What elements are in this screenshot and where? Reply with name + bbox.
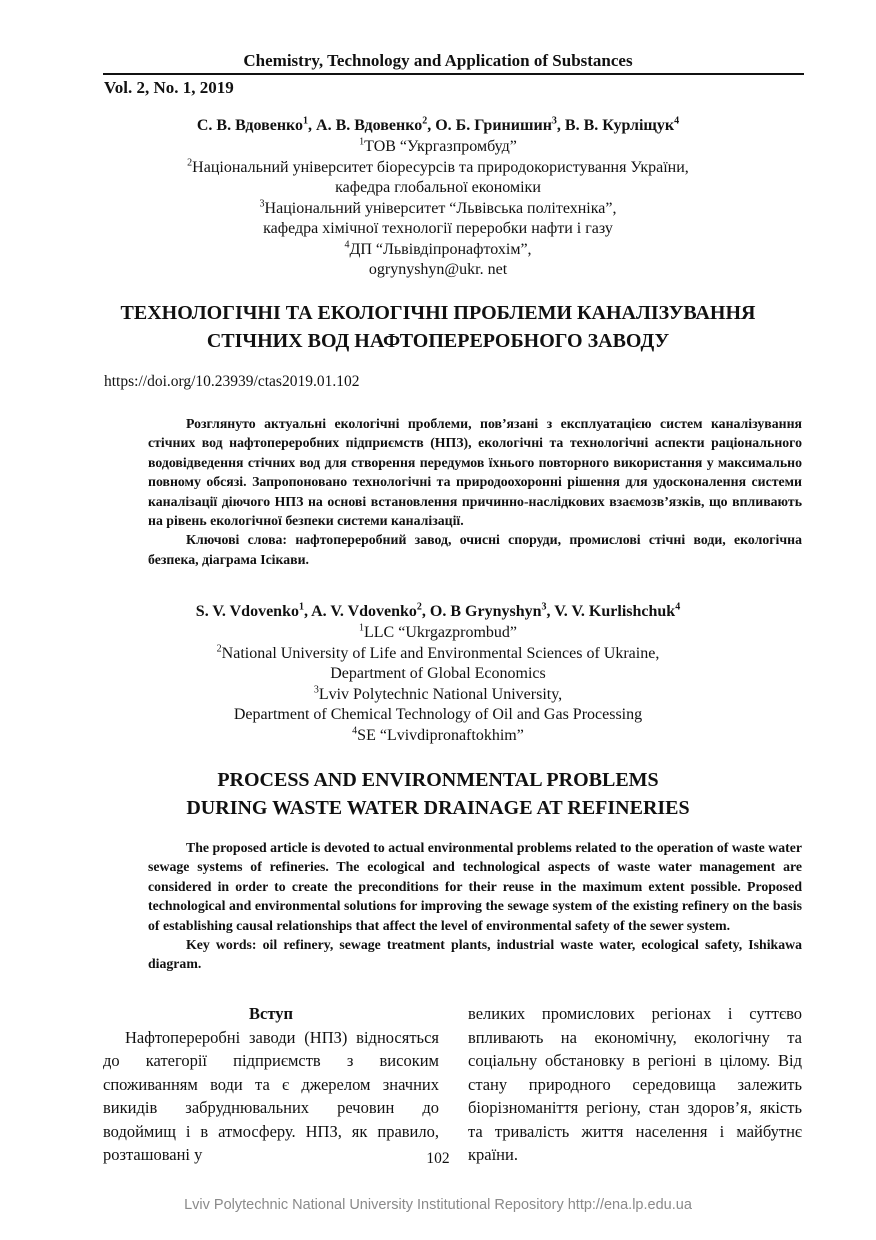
affiliation-sup: 1 [359, 622, 364, 634]
affiliation-line [0, 623, 876, 644]
keywords: Key words: oil refinery, sewage treatment plants, industrial waste water, ecological safety, Ishikawa diagram. [148, 937, 802, 972]
affiliation-line [0, 137, 876, 158]
affiliation-text: Lviv Polytechnic National University, [318, 685, 563, 703]
author-sup: 2 [422, 115, 428, 127]
affiliation-text: SE “Lvivdipronaftokhim” [357, 726, 524, 744]
author-name: А. В. Вдовенко [316, 117, 423, 134]
affiliation-text: National University of Life and Environmental Sciences of Ukraine, [221, 644, 660, 662]
author-sup: 1 [303, 115, 309, 127]
affiliation-text: Department of Chemical Technology of Oil and Gas Processing [233, 706, 643, 723]
keywords: Ключові слова: нафтопереробний завод, очисні споруди, промислові стічні води, екологічна безпека, діаграма Ісікави. [148, 532, 802, 567]
author-name: В. В. Курліщук [564, 117, 675, 134]
ua-affiliations [0, 137, 876, 281]
affiliation-text: LLC “Ukrgazprombud” [364, 624, 517, 641]
author-name: A. V. Vdovenko [311, 603, 417, 620]
affiliation-text: ТОВ “Укргазпромбуд” [364, 138, 517, 155]
affiliation-line [0, 178, 876, 199]
author-name: O. B Grynyshyn [429, 603, 542, 620]
author-sep: , [421, 603, 430, 620]
affiliation-sup: 1 [359, 136, 365, 148]
en-authors [0, 603, 876, 621]
abstract-text: The proposed article is devoted to actual environmental problems related to the operation of waste water sewage systems of refineries. The ecological and technological aspects of waste water management are considered in order to create the preconditions for their reuse in the maximum extent possible. Proposed technological and environmental solutions for improving the sewage system of the existing refinery on the basis of establishing causal relationships that affect the level of environmental safety of the sewer system. [148, 840, 802, 933]
author-sup: 3 [541, 601, 547, 613]
doi-link[interactable]: https://doi.org/10.23939/ctas2019.01.102 [104, 373, 360, 390]
contact-email[interactable] [0, 260, 876, 281]
author-sup: 1 [298, 601, 304, 613]
author-sep: , [556, 117, 565, 134]
body-column-right [468, 1002, 802, 1167]
volume-info: Vol. 2, No. 1, 2019 [104, 78, 234, 97]
author-name: О. Б. Гринишин [435, 117, 552, 134]
author-sup: 4 [675, 601, 681, 613]
affiliation-text: кафедра глобальної економіки [335, 179, 541, 196]
abstract-text: Розглянуто актуальні екологічні проблеми, пов’язані з експлуатацією систем каналізування стічних вод нафтопереробних підприємств (НПЗ), екологічні та технологічні аспекти раціонального водовідведення стічних вод для створення передумов їхнього повторного використання у максимально повному обсязі. Запропоновано технологічні та природоохоронні рішення для удосконалення системи каналізації діючого НПЗ на основі встановлення причинно-наслідкових взаємозв’язків, що впливають на рівень екологічної безпеки системи каналізації. [148, 416, 802, 529]
author-name: С. В. Вдовенко [196, 117, 304, 134]
en-abstract [148, 838, 802, 974]
author-sup: 3 [551, 115, 557, 127]
affiliation-sup: 4 [344, 239, 350, 251]
body-paragraph: великих промислових регіонах і суттєво впливають на економічну, екологічну та соціальну обстановку в регіоні в цілому. Від стану природного середовища залежить біорізноманіття регіону, стан здоров’я, якість та тривалість життя населення і майбутнє країни. [468, 1004, 802, 1164]
ua-authors [0, 117, 876, 135]
affiliation-text: Department of Global Economics [330, 665, 546, 682]
affiliation-sup: 4 [352, 725, 358, 737]
affiliation-text: Національний університет біоресурсів та природокористування України, [192, 158, 689, 176]
affiliation-line [0, 726, 876, 747]
body-paragraph: Нафтопереробні заводи (НПЗ) відносяться до категорії підприємств з високим споживанням води та є джерелом значних викидів забруднювальних речовин до водоймищ і в атмосферу. НПЗ, як правило, розташовані у [103, 1027, 439, 1164]
page-number: 102 [426, 1150, 450, 1167]
repository-footer[interactable]: Lviv Polytechnic National University Institutional Repository http://ena.lp.edu.ua [184, 1197, 692, 1213]
author-name: S. V. Vdovenko [195, 603, 299, 620]
affiliation-line [0, 644, 876, 665]
affiliation-line [0, 685, 876, 706]
affiliation-sup: 2 [187, 157, 193, 169]
affiliation-line [0, 664, 876, 685]
affiliation-line [0, 705, 876, 726]
affiliation-sup: 3 [313, 684, 319, 696]
title-line: DURING WASTE WATER DRAINAGE AT REFINERIES [186, 797, 690, 819]
affiliation-text: кафедра хімічної технології переробки нафти і газу [263, 220, 613, 237]
author-sep: , [303, 603, 312, 620]
affiliation-line [0, 219, 876, 240]
ua-paper-title [0, 299, 876, 355]
section-heading: Вступ [249, 1004, 293, 1023]
affiliation-text: ДП “Львівдіпронафтохім”, [349, 240, 532, 258]
affiliation-sup: 2 [216, 643, 222, 655]
affiliation-sup: 3 [259, 198, 265, 210]
journal-title: Chemistry, Technology and Application of Substances [243, 51, 633, 70]
affiliation-text[interactable]: ogrynyshyn@ukr. net [368, 261, 508, 278]
header-rule [103, 73, 804, 75]
en-affiliations [0, 623, 876, 746]
author-sep: , [308, 117, 317, 134]
title-line: СТІЧНИХ ВОД НАФТОПЕРЕРОБНОГО ЗАВОДУ [206, 330, 670, 352]
affiliation-line [0, 240, 876, 261]
affiliation-line [0, 158, 876, 179]
en-paper-title [0, 766, 876, 822]
body-column-left [103, 1002, 439, 1167]
affiliation-text: Національний університет “Львівська політехніка”, [264, 199, 617, 217]
author-sup: 4 [674, 115, 680, 127]
affiliation-line [0, 199, 876, 220]
title-line: ТЕХНОЛОГІЧНІ ТА ЕКОЛОГІЧНІ ПРОБЛЕМИ КАНАЛІЗУВАННЯ [120, 302, 756, 324]
author-name: V. V. Kurlishchuk [554, 603, 676, 620]
author-sup: 2 [416, 601, 422, 613]
title-line: PROCESS AND ENVIRONMENTAL PROBLEMS [217, 769, 659, 791]
author-sep: , [427, 117, 436, 134]
ua-abstract [148, 414, 802, 569]
author-sep: , [546, 603, 555, 620]
